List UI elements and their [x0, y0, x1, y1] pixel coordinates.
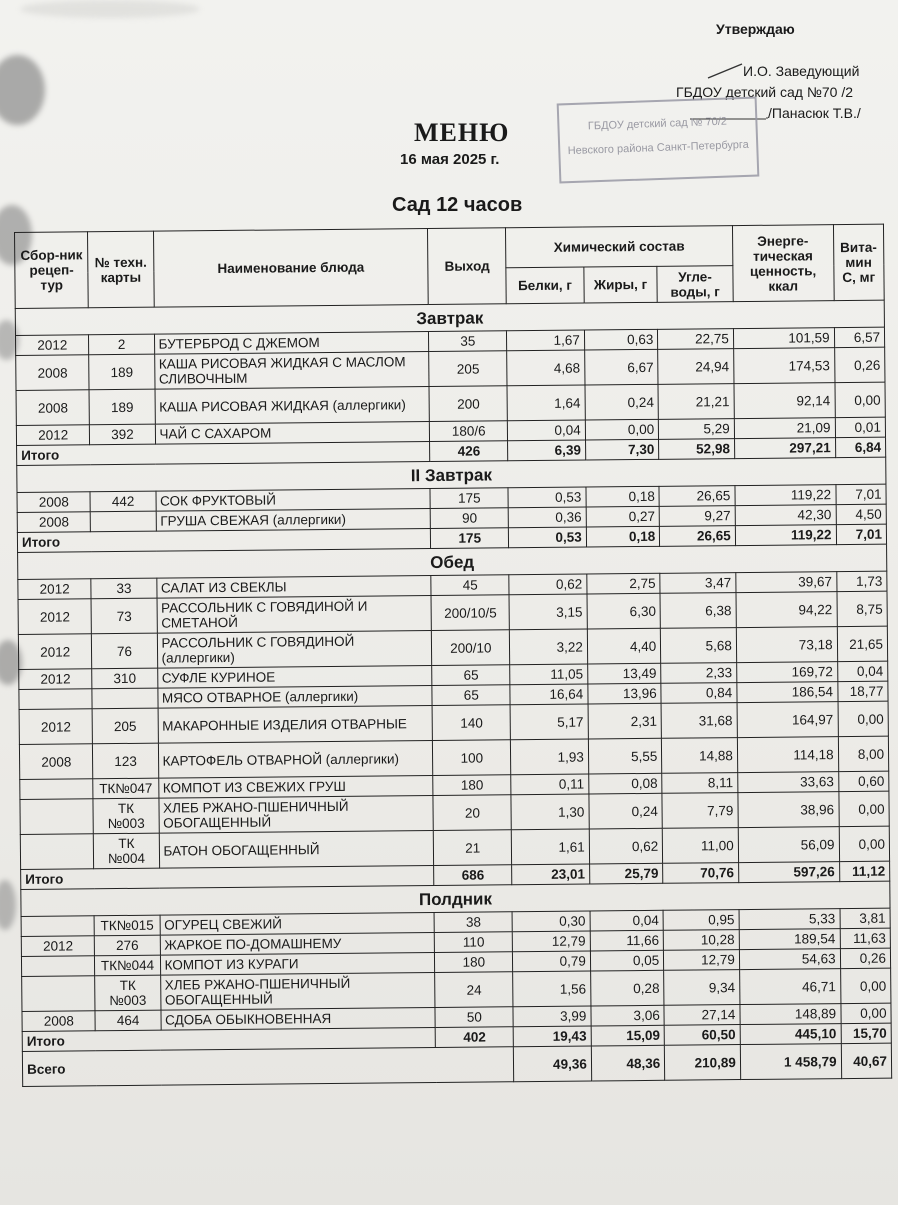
header-output: Выход	[428, 228, 506, 305]
header-chem: Химический состав	[506, 226, 733, 268]
cell-fat: 0,18	[586, 486, 660, 507]
cell-collection	[20, 834, 94, 870]
cell-collection: 2012	[18, 634, 92, 670]
cell-collection: 2008	[22, 1011, 96, 1032]
menu-table	[14, 224, 892, 1087]
cell-protein: 1,93	[511, 739, 589, 775]
header-collection: Сбор-ник рецеп-тур	[15, 232, 89, 309]
cell-carbs: 3,47	[660, 573, 736, 594]
cell-dish-name: САЛАТ ИЗ СВЕКЛЫ	[156, 576, 431, 599]
cell-protein: 0,11	[511, 774, 589, 795]
cell-collection: 2012	[16, 425, 90, 446]
cell-vitc: 0,04	[837, 661, 888, 681]
cell-protein: 3,15	[509, 594, 587, 630]
cell-vitc: 11,63	[840, 928, 891, 948]
cell-output: 65	[432, 665, 510, 686]
total-energy: 297,21	[734, 438, 835, 459]
header-card: № техн. карты	[88, 231, 154, 308]
cell-output: 35	[429, 331, 507, 352]
cell-output: 175	[430, 488, 508, 509]
cell-energy: 174,53	[733, 348, 834, 384]
cell-energy: 38,96	[738, 792, 839, 828]
cell-carbs: 5,68	[661, 628, 737, 664]
cell-vitc: 0,00	[839, 826, 890, 861]
cell-fat: 0,04	[590, 910, 664, 931]
cell-protein: 1,67	[507, 330, 585, 351]
menu-date: 16 мая 2025 г.	[400, 151, 500, 168]
cell-carbs: 22,75	[658, 329, 734, 350]
cell-dish-name: БАТОН ОБОГАЩЕННЫЙ	[159, 830, 434, 868]
total-label: Итого	[17, 529, 431, 553]
scan-smudge	[0, 55, 45, 125]
cell-carbs: 26,65	[659, 486, 735, 507]
cell-energy: 56,09	[738, 827, 839, 863]
total-fat: 0,18	[586, 526, 660, 547]
cell-carbs: 11,00	[663, 828, 739, 864]
cell-output: 50	[435, 1007, 513, 1028]
cell-carbs: 9,34	[664, 970, 740, 1006]
stamp-line-1: ГБДОУ детский сад № 70/2	[587, 115, 728, 133]
header-fat: Жиры, г	[584, 266, 658, 303]
cell-card: 310	[92, 668, 157, 689]
cell-dish-name: КОМПОТ ИЗ КУРАГИ	[160, 952, 435, 975]
cell-output: 24	[435, 972, 513, 1008]
cell-collection	[22, 976, 96, 1012]
organization-stamp	[557, 97, 760, 184]
header-energy: Энерге-тическая ценность, ккал	[732, 225, 833, 302]
total-fat: 15,09	[591, 1025, 665, 1046]
cell-card: 189	[89, 354, 154, 390]
cell-dish-name: МЯСО ОТВАРНОЕ (аллергики)	[157, 686, 432, 709]
total-protein: 0,53	[509, 527, 587, 548]
cell-output: 180	[435, 952, 513, 973]
cell-protein: 1,30	[511, 794, 589, 830]
cell-card: 442	[90, 491, 155, 512]
cell-fat: 0,05	[590, 950, 664, 971]
menu-body	[15, 300, 891, 1086]
cell-output: 200	[429, 386, 507, 422]
cell-carbs: 21,21	[658, 384, 734, 420]
cell-vitc: 8,00	[838, 736, 889, 771]
cell-output: 200/10/5	[431, 595, 509, 631]
cell-carbs: 10,28	[663, 930, 739, 951]
cell-energy: 92,14	[734, 383, 835, 419]
cell-vitc: 0,01	[835, 417, 886, 437]
cell-dish-name: ХЛЕБ РЖАНО-ПШЕНИЧНЫЙ ОБОГАЩЕННЫЙ	[158, 795, 433, 833]
cell-card: ТК№044	[95, 955, 160, 976]
cell-output: 38	[435, 912, 513, 933]
cell-vitc: 8,75	[837, 591, 888, 626]
cell-fat: 0,24	[585, 384, 659, 420]
section-title: Обед	[18, 544, 887, 579]
cell-protein: 0,30	[512, 911, 590, 932]
cell-output: 65	[432, 685, 510, 706]
cell-collection: 2008	[16, 390, 90, 426]
cell-fat: 6,67	[584, 349, 658, 385]
cell-card: 276	[95, 935, 160, 956]
cell-card: 76	[92, 633, 157, 669]
total-output: 686	[434, 865, 512, 886]
grand-total-fat: 48,36	[591, 1045, 665, 1081]
cell-output: 200/10	[432, 630, 510, 666]
grand-total-label: Всего	[22, 1047, 513, 1087]
cell-carbs: 24,94	[658, 349, 734, 385]
cell-vitc: 6,57	[834, 327, 885, 347]
cell-energy: 148,89	[740, 1004, 841, 1025]
cell-carbs: 7,79	[662, 793, 738, 829]
cell-dish-name: КАРТОФЕЛЬ ОТВАРНОЙ (аллергики)	[158, 741, 433, 779]
cell-dish-name: ОГУРЕЦ СВЕЖИЙ	[160, 912, 435, 935]
cell-energy: 101,59	[733, 328, 834, 349]
cell-carbs: 9,27	[659, 506, 735, 527]
cell-protein: 0,36	[508, 507, 586, 528]
cell-vitc: 0,26	[840, 948, 891, 968]
cell-dish-name: СУФЛЕ КУРИНОЕ	[157, 666, 432, 689]
total-output: 402	[436, 1027, 514, 1048]
cell-fat: 0,28	[590, 970, 664, 1006]
cell-carbs: 2,33	[661, 663, 737, 684]
cell-energy: 39,67	[736, 572, 837, 593]
cell-vitc: 0,00	[835, 382, 886, 417]
grand-total-vitc: 40,67	[841, 1043, 892, 1078]
header-vitc: Вита-мин С, мг	[833, 224, 884, 300]
cell-card: ТК№047	[93, 778, 158, 799]
cell-card: 205	[93, 708, 158, 744]
cell-card: 123	[93, 743, 158, 779]
cell-collection	[21, 916, 95, 937]
cell-dish-name: КАША РИСОВАЯ ЖИДКАЯ (аллергики)	[155, 387, 430, 425]
cell-carbs: 27,14	[664, 1005, 740, 1026]
cell-output: 45	[431, 575, 509, 596]
cell-fat: 6,30	[587, 593, 661, 629]
section-title: II Завтрак	[17, 457, 886, 492]
cell-energy: 21,09	[734, 418, 835, 439]
cell-card: ТК№015	[95, 915, 160, 936]
grand-total-energy: 1 458,79	[740, 1044, 841, 1080]
grand-total-protein: 49,36	[513, 1046, 591, 1082]
cell-vitc: 0,26	[834, 347, 885, 382]
cell-vitc: 0,00	[840, 968, 891, 1003]
cell-energy: 54,63	[739, 949, 840, 970]
total-protein: 23,01	[512, 864, 590, 885]
approval-heading: Утверждаю	[716, 21, 795, 37]
document-title: МЕНЮ	[414, 118, 510, 147]
cell-fat: 0,62	[589, 828, 663, 864]
cell-dish-name: СДОБА ОБЫКНОВЕННАЯ	[160, 1007, 435, 1030]
cell-fat: 0,00	[585, 419, 659, 440]
cell-dish-name: КАША РИСОВАЯ ЖИДКАЯ С МАСЛОМ СЛИВОЧНЫМ	[154, 352, 429, 390]
cell-energy: 46,71	[739, 969, 840, 1005]
approval-organization: ГБДОУ детский сад №70 /2	[676, 84, 854, 100]
cell-collection: 2008	[16, 355, 90, 391]
cell-card: 2	[89, 334, 154, 355]
cell-fat: 11,66	[590, 930, 664, 951]
cell-carbs: 0,84	[661, 683, 737, 704]
cell-carbs: 12,79	[664, 950, 740, 971]
cell-protein: 1,64	[507, 385, 585, 421]
scan-smudge	[0, 880, 16, 930]
group-name: Сад 12 часов	[392, 194, 523, 216]
cell-energy: 189,54	[739, 929, 840, 950]
total-protein: 6,39	[508, 440, 586, 461]
cell-carbs: 0,95	[663, 910, 739, 931]
cell-carbs: 6,38	[660, 593, 736, 629]
total-vitc: 11,12	[839, 861, 890, 881]
cell-output: 205	[429, 351, 507, 387]
cell-vitc: 18,77	[837, 681, 888, 701]
total-protein: 19,43	[513, 1026, 591, 1047]
cell-fat: 2,31	[588, 703, 662, 739]
cell-energy: 169,72	[736, 662, 837, 683]
cell-carbs: 8,11	[662, 773, 738, 794]
cell-output: 180	[433, 775, 511, 796]
cell-fat: 0,24	[589, 793, 663, 829]
cell-dish-name: КОМПОТ ИЗ СВЕЖИХ ГРУШ	[158, 776, 433, 799]
cell-protein: 12,79	[512, 931, 590, 952]
cell-protein: 11,05	[510, 664, 588, 685]
cell-card: 73	[91, 598, 156, 634]
cell-protein: 0,53	[508, 487, 586, 508]
cell-protein: 0,79	[513, 951, 591, 972]
cell-collection: 2012	[19, 709, 93, 745]
cell-vitc: 7,01	[836, 484, 887, 504]
approval-position: И.О. Заведующий	[743, 63, 860, 79]
cell-dish-name: МАКАРОННЫЕ ИЗДЕЛИЯ ОТВАРНЫЕ	[158, 706, 433, 744]
cell-collection	[21, 956, 95, 977]
total-carbs: 60,50	[664, 1025, 740, 1046]
cell-fat: 4,40	[587, 628, 661, 664]
cell-protein: 3,99	[513, 1006, 591, 1027]
total-label: Итого	[21, 865, 435, 889]
total-vitc: 15,70	[841, 1023, 892, 1043]
cell-collection: 2012	[18, 579, 92, 600]
cell-fat: 13,49	[587, 663, 661, 684]
cell-output: 20	[433, 795, 511, 831]
cell-vitc: 0,00	[841, 1003, 892, 1023]
cell-fat: 0,63	[584, 329, 658, 350]
cell-dish-name: ЧАЙ С САХАРОМ	[155, 422, 430, 445]
total-output: 426	[430, 441, 508, 462]
cell-vitc: 0,00	[838, 701, 889, 736]
cell-vitc: 21,65	[837, 626, 888, 661]
cell-dish-name: БУТЕРБРОД С ДЖЕМОМ	[154, 332, 429, 355]
cell-protein: 0,62	[509, 574, 587, 595]
total-output: 175	[431, 528, 509, 549]
header-dish: Наименование блюда	[153, 229, 429, 308]
cell-fat: 3,06	[591, 1005, 665, 1026]
cell-collection: 2008	[17, 492, 91, 513]
cell-output: 110	[435, 932, 513, 953]
cell-dish-name: РАССОЛЬНИК С ГОВЯДИНОЙ И СМЕТАНОЙ	[157, 596, 432, 634]
cell-carbs: 31,68	[661, 703, 737, 739]
total-carbs: 52,98	[659, 439, 735, 460]
cell-dish-name: ЖАРКОЕ ПО-ДОМАШНЕМУ	[160, 932, 435, 955]
cell-energy: 119,22	[735, 485, 836, 506]
cell-card: ТК №003	[93, 798, 158, 834]
grand-total-row	[22, 1043, 891, 1086]
cell-energy: 114,18	[737, 737, 838, 773]
total-energy: 597,26	[738, 862, 839, 883]
total-label: Итого	[22, 1027, 436, 1051]
cell-dish-name: ГРУША СВЕЖАЯ (аллергики)	[156, 509, 431, 532]
total-fat: 7,30	[585, 439, 659, 460]
cell-fat: 0,27	[586, 506, 660, 527]
cell-output: 100	[433, 740, 511, 776]
cell-energy: 33,63	[738, 772, 839, 793]
cell-card: 33	[91, 578, 156, 599]
scan-smudge	[20, 0, 200, 18]
cell-output: 140	[433, 705, 511, 741]
cell-fat: 0,08	[589, 773, 663, 794]
total-carbs: 26,65	[660, 526, 736, 547]
cell-energy: 186,54	[737, 682, 838, 703]
cell-card: 189	[89, 389, 154, 425]
cell-vitc: 1,73	[836, 571, 887, 591]
total-label: Итого	[17, 442, 431, 466]
cell-protein: 0,04	[507, 420, 585, 441]
cell-dish-name: СОК ФРУКТОВЫЙ	[156, 489, 431, 512]
cell-collection: 2012	[21, 936, 95, 957]
cell-carbs: 5,29	[659, 419, 735, 440]
cell-energy: 5,33	[739, 909, 840, 930]
approval-signer: /Панасюк Т.В./	[768, 105, 861, 121]
cell-protein: 1,56	[513, 971, 591, 1007]
cell-energy: 73,18	[736, 627, 837, 663]
cell-collection	[20, 799, 94, 835]
cell-card: ТК №004	[94, 833, 159, 869]
section-title: Полдник	[21, 881, 890, 916]
cell-fat: 5,55	[588, 738, 662, 774]
total-fat: 25,79	[589, 863, 663, 884]
cell-card: ТК №003	[95, 975, 160, 1011]
cell-output: 21	[434, 830, 512, 866]
cell-vitc: 0,60	[838, 771, 889, 791]
cell-protein: 4,68	[507, 350, 585, 386]
section-title: Завтрак	[15, 300, 884, 335]
cell-protein: 3,22	[509, 629, 587, 665]
grand-total-carbs: 210,89	[665, 1045, 741, 1081]
cell-output: 180/6	[430, 421, 508, 442]
total-energy: 119,22	[735, 525, 836, 546]
cell-energy: 164,97	[737, 702, 838, 738]
stamp-line-2: Невского района Санкт-Петербурга	[567, 138, 750, 158]
cell-card: 464	[95, 1010, 160, 1031]
total-vitc: 7,01	[836, 524, 887, 544]
cell-collection: 2008	[17, 512, 91, 533]
cell-protein: 1,61	[511, 829, 589, 865]
total-vitc: 6,84	[835, 437, 886, 457]
total-carbs: 70,76	[663, 863, 739, 884]
header-row	[15, 224, 884, 272]
cell-output: 90	[431, 508, 509, 529]
cell-carbs: 14,88	[662, 738, 738, 774]
cell-card	[91, 511, 156, 532]
cell-fat: 2,75	[587, 573, 661, 594]
cell-dish-name: РАССОЛЬНИК С ГОВЯДИНОЙ (аллергики)	[157, 631, 432, 669]
cell-collection: 2012	[19, 669, 93, 690]
cell-fat: 13,96	[588, 683, 662, 704]
header-carbs: Угле-воды, г	[657, 266, 733, 303]
cell-vitc: 4,50	[836, 504, 887, 524]
cell-collection	[19, 689, 93, 710]
cell-energy: 42,30	[735, 505, 836, 526]
cell-collection: 2012	[18, 599, 92, 635]
cell-protein: 5,17	[510, 704, 588, 740]
header-protein: Белки, г	[506, 267, 584, 304]
cell-card: 392	[90, 424, 155, 445]
cell-energy: 94,22	[736, 592, 837, 628]
cell-vitc: 0,00	[838, 791, 889, 826]
total-energy: 445,10	[740, 1024, 841, 1045]
cell-protein: 16,64	[510, 684, 588, 705]
cell-card	[92, 688, 157, 709]
cell-collection: 2008	[19, 744, 93, 780]
cell-vitc: 3,81	[840, 908, 891, 928]
cell-collection: 2012	[15, 335, 89, 356]
cell-dish-name: ХЛЕБ РЖАНО-ПШЕНИЧНЫЙ ОБОГАЩЕННЫЙ	[160, 972, 435, 1010]
cell-collection	[20, 779, 94, 800]
